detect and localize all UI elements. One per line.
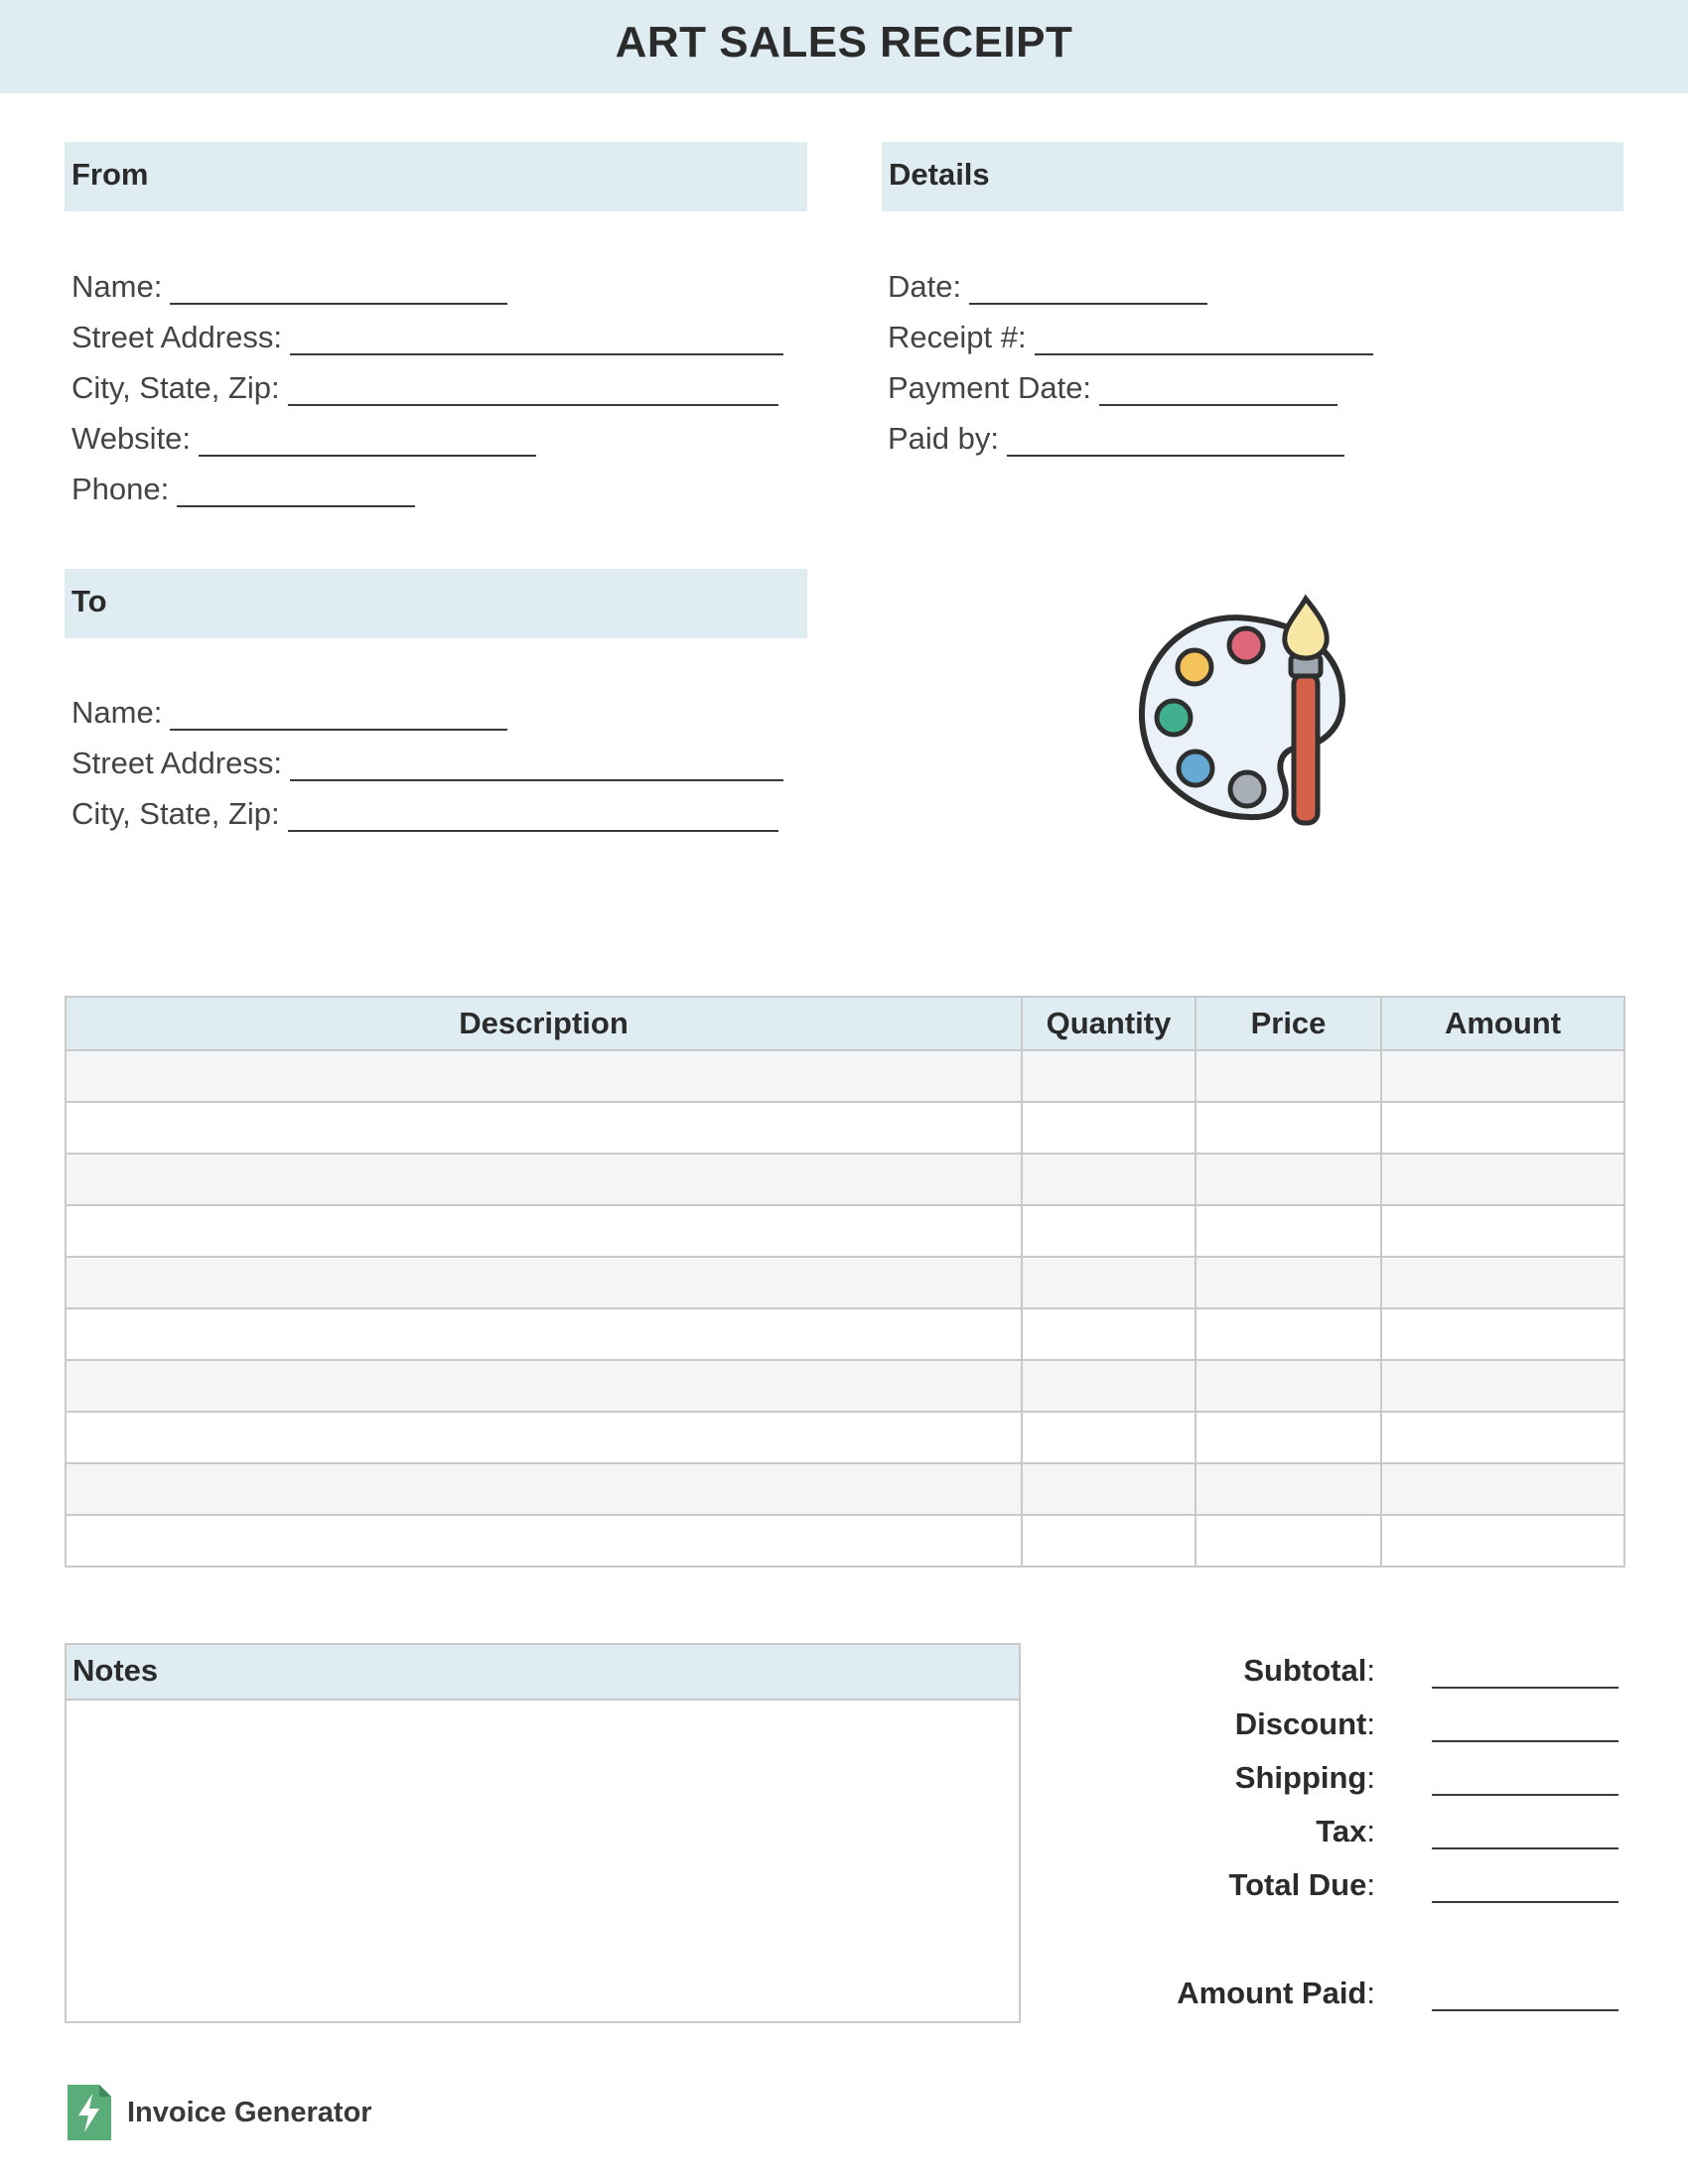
shipping-row[interactable]: Shipping: [1043,1760,1618,1800]
from-name-field[interactable] [71,265,507,305]
details-payment-date-field[interactable] [888,366,1337,406]
from-section-header: From [65,142,807,211]
amount-cell[interactable] [1381,1257,1624,1308]
to-section-header: To [65,569,807,638]
from-phone-field[interactable] [71,468,415,507]
quantity-cell[interactable] [1022,1463,1196,1515]
to-street-address-line [290,750,783,781]
notes-box[interactable] [65,1643,1021,2023]
amount-paid-label: Amount Paid [1177,1976,1367,2010]
amount-cell[interactable] [1381,1050,1624,1102]
details-section-header: Details [882,142,1623,211]
from-city-state-zip-label: City, State, Zip: [71,370,280,405]
price-cell[interactable] [1196,1360,1381,1412]
quantity-cell[interactable] [1022,1360,1196,1412]
subtotal-row[interactable]: Subtotal: [1043,1653,1618,1693]
brand-name: Invoice Generator [127,2096,372,2128]
description-cell[interactable] [66,1154,1022,1205]
details-receipt-number-label: Receipt #: [888,320,1027,354]
amount-cell[interactable] [1381,1308,1624,1360]
description-cell[interactable] [66,1515,1022,1567]
table-row [66,1102,1624,1154]
table-row [66,1257,1624,1308]
subtotal-label: Subtotal [1243,1653,1367,1688]
description-cell[interactable] [66,1360,1022,1412]
discount-label: Discount [1234,1706,1367,1741]
amount-cell[interactable] [1381,1463,1624,1515]
table-row [66,1463,1624,1515]
from-city-state-zip-field[interactable] [71,366,778,406]
amount-paid-line [1432,2009,1618,2011]
column-header-description: Description [66,997,1022,1050]
shipping-line [1432,1794,1618,1796]
from-street-address-label: Street Address: [71,320,282,354]
details-receipt-number-field[interactable] [888,316,1373,355]
amount-cell[interactable] [1381,1102,1624,1154]
from-phone-label: Phone: [71,472,170,506]
tax-line [1432,1847,1618,1849]
table-row [66,1515,1624,1567]
amount-cell[interactable] [1381,1412,1624,1463]
details-payment-date-line [1099,374,1337,406]
price-cell[interactable] [1196,1463,1381,1515]
price-cell[interactable] [1196,1050,1381,1102]
description-cell[interactable] [66,1412,1022,1463]
quantity-cell[interactable] [1022,1102,1196,1154]
quantity-cell[interactable] [1022,1515,1196,1567]
notes-header: Notes [67,1645,1019,1701]
from-name-label: Name: [71,269,163,304]
table-row [66,1360,1624,1412]
subtotal-line [1432,1687,1618,1689]
description-cell[interactable] [66,1463,1022,1515]
details-date-field[interactable] [888,265,1207,305]
total-due-row[interactable]: Total Due: [1043,1867,1618,1907]
discount-line [1432,1740,1618,1742]
quantity-cell[interactable] [1022,1050,1196,1102]
tax-label: Tax [1316,1814,1367,1848]
total-due-label: Total Due [1228,1867,1367,1902]
line-items-table [65,996,1625,1568]
description-cell[interactable] [66,1308,1022,1360]
column-header-quantity: Quantity [1022,997,1196,1050]
price-cell[interactable] [1196,1257,1381,1308]
amount-cell[interactable] [1381,1360,1624,1412]
shipping-label: Shipping [1234,1760,1367,1795]
column-header-amount: Amount [1381,997,1624,1050]
receipt-title: ART SALES RECEIPT [615,18,1073,67]
description-cell[interactable] [66,1205,1022,1257]
invoice-generator-logo-icon [68,2085,111,2140]
table-row [66,1154,1624,1205]
price-cell[interactable] [1196,1412,1381,1463]
details-paid-by-label: Paid by: [888,421,1000,456]
tax-row[interactable]: Tax: [1043,1814,1618,1853]
amount-cell[interactable] [1381,1515,1624,1567]
details-payment-date-label: Payment Date: [888,370,1092,405]
table-row [66,1308,1624,1360]
total-due-line [1432,1901,1618,1903]
from-website-field[interactable] [71,417,536,457]
to-city-state-zip-label: City, State, Zip: [71,796,280,831]
details-date-line [969,273,1207,305]
from-website-label: Website: [71,421,192,456]
to-city-state-zip-line [288,800,778,832]
from-phone-line [177,476,415,507]
details-paid-by-line [1007,425,1344,457]
to-street-address-label: Street Address: [71,746,282,780]
price-cell[interactable] [1196,1515,1381,1567]
price-cell[interactable] [1196,1102,1381,1154]
description-cell[interactable] [66,1257,1022,1308]
to-street-address-field[interactable] [71,742,783,781]
discount-row[interactable]: Discount: [1043,1706,1618,1746]
price-cell[interactable] [1196,1205,1381,1257]
table-row [66,1412,1624,1463]
amount-cell[interactable] [1381,1205,1624,1257]
quantity-cell[interactable] [1022,1154,1196,1205]
to-city-state-zip-field[interactable] [71,792,778,832]
column-header-price: Price [1196,997,1381,1050]
table-row [66,1050,1624,1102]
price-cell[interactable] [1196,1308,1381,1360]
quantity-cell[interactable] [1022,1308,1196,1360]
details-paid-by-field[interactable] [888,417,1344,457]
details-date-label: Date: [888,269,962,304]
amount-paid-row[interactable]: Amount Paid: [1043,1976,1618,2015]
from-name-line [170,273,507,305]
description-cell[interactable] [66,1050,1022,1102]
quantity-cell[interactable] [1022,1257,1196,1308]
from-street-address-field[interactable] [71,316,783,355]
table-header-row [66,997,1624,1050]
from-city-state-zip-line [288,374,778,406]
amount-cell[interactable] [1381,1154,1624,1205]
from-street-address-line [290,324,783,355]
brand-footer[interactable] [68,2085,372,2140]
description-cell[interactable] [66,1102,1022,1154]
from-website-line [199,425,536,457]
to-name-line [170,699,507,731]
price-cell[interactable] [1196,1154,1381,1205]
to-name-field[interactable] [71,691,507,731]
table-row [66,1205,1624,1257]
paint-palette-icon [1132,591,1350,834]
quantity-cell[interactable] [1022,1205,1196,1257]
quantity-cell[interactable] [1022,1412,1196,1463]
to-name-label: Name: [71,695,163,730]
details-receipt-number-line [1035,324,1373,355]
